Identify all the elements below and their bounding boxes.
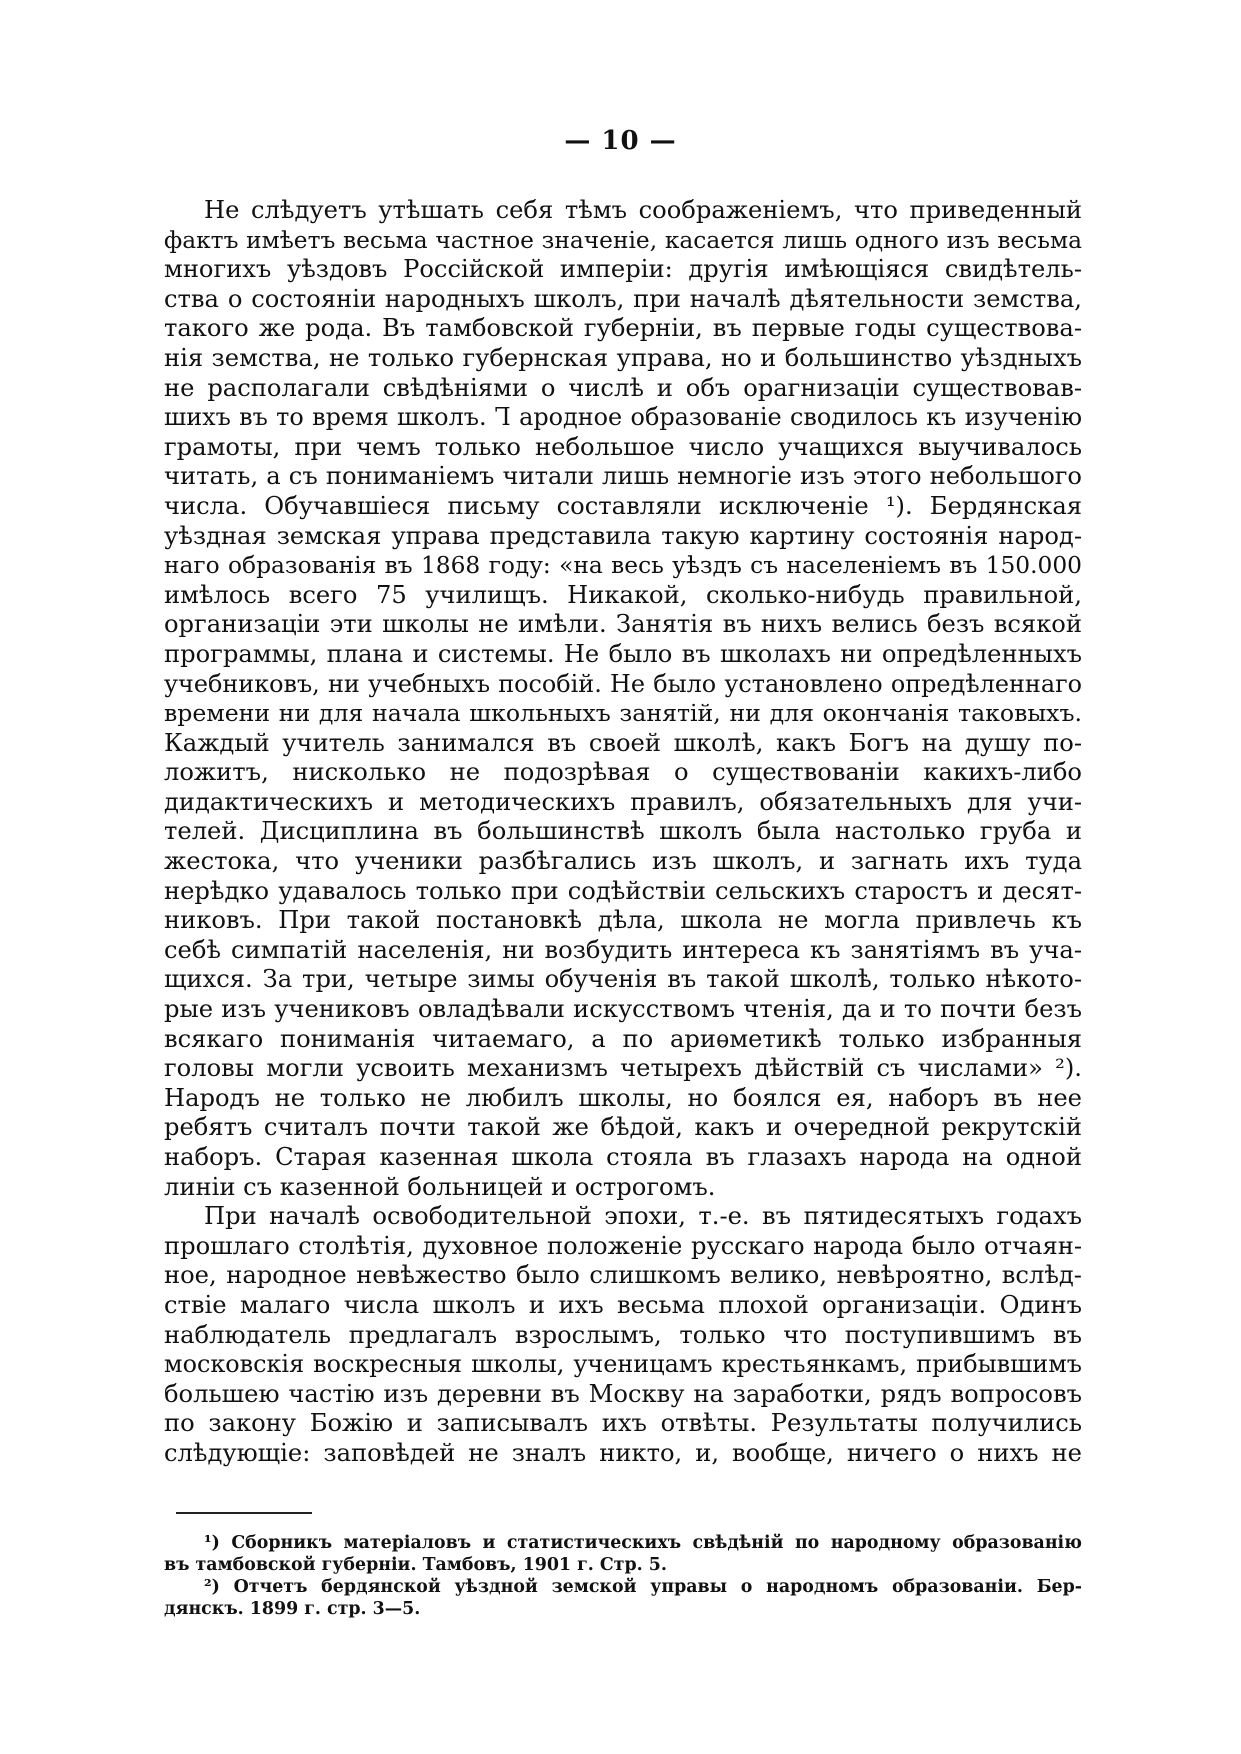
- body-line: времени ни для начала школьныхъ занятій, ни для окончанія таковыхъ.: [164, 699, 1082, 728]
- body-line: прошлаго столѣтія, духовное положеніе русскаго народа было отчаян-: [164, 1231, 1082, 1260]
- body-line: ства о состояніи народныхъ школъ, при началѣ дѣятельности земства,: [164, 284, 1082, 313]
- body-line: по закону Божію и записывалъ ихъ отвѣты. Результаты получились: [164, 1409, 1082, 1438]
- body-line: ребятъ считалъ почти такой же бѣдой, какъ и очередной рекрутскій: [164, 1113, 1082, 1142]
- body-line: ложитъ, нисколько не подозрѣвая о существованіи какихъ-либо: [164, 758, 1082, 787]
- footnotes: [164, 1532, 1082, 1620]
- footnote-line: дянскъ. 1899 г. стр. 3—5.: [164, 1599, 421, 1619]
- body-line: При началѣ освободительной эпохи, т.-е. въ пятидесятыхъ годахъ: [204, 1202, 1082, 1231]
- body-line: такого же рода. Въ тамбовской губерніи, въ первые годы существова-: [164, 314, 1082, 343]
- body-line: наблюдатель предлагалъ взрослымъ, только что поступившимъ въ: [164, 1320, 1082, 1349]
- body-line: рые изъ учениковъ овладѣвали искусствомъ чтенія, да и то почти безъ: [164, 995, 1082, 1024]
- body-line: организаціи эти школы не имѣли. Занятія въ нихъ велись безъ всякой: [164, 610, 1082, 639]
- body-line: Каждый учитель занимался въ своей школѣ, какъ Богъ на душу по-: [164, 728, 1082, 757]
- footnote-divider: [176, 1512, 312, 1514]
- body-line: шихъ въ то время школъ. Ꞁ ародное образованіе сводилось къ изученію: [164, 403, 1082, 432]
- body-line: наго образованія въ 1868 году: «на весь уѣздъ съ населеніемъ въ 150.000: [164, 552, 1082, 580]
- body-line: не располагали свѣдѣніями о числѣ и объ орагнизаціи существовав-: [164, 373, 1082, 402]
- body-line: линіи съ казенной больницей и острогомъ.: [164, 1172, 716, 1201]
- body-line: Народъ не только не любилъ школы, но боялся ея, наборъ въ нее: [164, 1083, 1082, 1112]
- body-line: учебниковъ, ни учебныхъ пособій. Не было установлено опредѣленнаго: [164, 669, 1082, 698]
- body-line: Не слѣдуетъ утѣшать себя тѣмъ соображеніемъ, что приведенный: [204, 196, 1082, 224]
- body-line: телей. Дисциплина въ большинствѣ школъ была настолько груба и: [164, 817, 1082, 846]
- body-line: ствіе малаго числа школъ и ихъ весьма плохой организаціи. Одинъ: [164, 1290, 1082, 1319]
- body-line: читать, а съ пониманіемъ читали лишь немногіе изъ этого небольшого: [164, 462, 1082, 491]
- body-line: многихъ уѣздовъ Россійской имперіи: другія имѣющіяся свидѣтель-: [164, 255, 1082, 284]
- body-line: нерѣдко удавалось только при содѣйствіи сельскихъ старостъ и десят-: [164, 876, 1082, 905]
- footnote-line: въ тамбовской губерніи. Тамбовъ, 1901 г. Стр. 5.: [164, 1555, 667, 1575]
- body-line: никовъ. При такой постановкѣ дѣла, школа не могла привлечь къ: [164, 906, 1082, 935]
- body-line: головы могли усвоить механизмъ четырехъ дѣйствій съ числами» ²).: [164, 1054, 1082, 1083]
- body-line: уѣздная земская управа представила такую картину состоянія народ-: [164, 521, 1082, 550]
- body-line: ное, народное невѣжество было слишкомъ велико, невѣроятно, вслѣд-: [164, 1261, 1082, 1290]
- body-line: программы, плана и системы. Не было въ школахъ ни опредѣленныхъ: [164, 639, 1082, 668]
- body-line: жестока, что ученики разбѣгались изъ школъ, и загнать ихъ туда: [164, 847, 1082, 876]
- body-line: нія земства, не только губернская управа, но и большинство уѣздныхъ: [164, 343, 1082, 372]
- body-line: щихся. За три, четыре зимы обученія въ такой школѣ, только нѣкото-: [164, 965, 1082, 994]
- body-line: имѣлось всего 75 училищъ. Никакой, сколько-нибудь правильной,: [164, 580, 1082, 609]
- body-line: всякаго пониманія читаемаго, а по ариѳметикѣ только избранныя: [164, 1024, 1082, 1053]
- body-line: наборъ. Старая казенная школа стояла въ глазахъ народа на одной: [164, 1143, 1082, 1171]
- body-line: большею частію изъ деревни въ Москву на заработки, рядъ вопросовъ: [164, 1379, 1082, 1408]
- page-number: — 10 —: [564, 126, 677, 156]
- footnote-line: ²) Отчетъ бердянской уѣздной земской управы о народномъ образованіи. Бер-: [204, 1577, 1082, 1597]
- body-line: дидактическихъ и методическихъ правилъ, обязательныхъ для учи-: [164, 787, 1082, 816]
- body-line: числа. Обучавшіеся письму составляли исключеніе ¹). Бердянская: [164, 491, 1082, 520]
- footnote-line: ¹) Сборникъ матеріаловъ и статистическихъ свѣдѣній по народному образованію: [204, 1533, 1082, 1553]
- body-line: слѣдующіе: заповѣдей не зналъ никто, и, вообще, ничего о нихъ не: [164, 1438, 1082, 1467]
- body-line: московскія воскресныя школы, ученицамъ крестьянкамъ, прибывшимъ: [164, 1350, 1082, 1379]
- body-line: фактъ имѣетъ весьма частное значеніе, касается лишь одного изъ весьма: [164, 226, 1082, 254]
- body-line: грамоты, при чемъ только небольшое число учащихся выучивалось: [164, 432, 1082, 461]
- body-text: [164, 196, 1082, 1469]
- body-line: себѣ симпатій населенія, ни возбудить интереса къ занятіямъ въ уча-: [164, 935, 1082, 964]
